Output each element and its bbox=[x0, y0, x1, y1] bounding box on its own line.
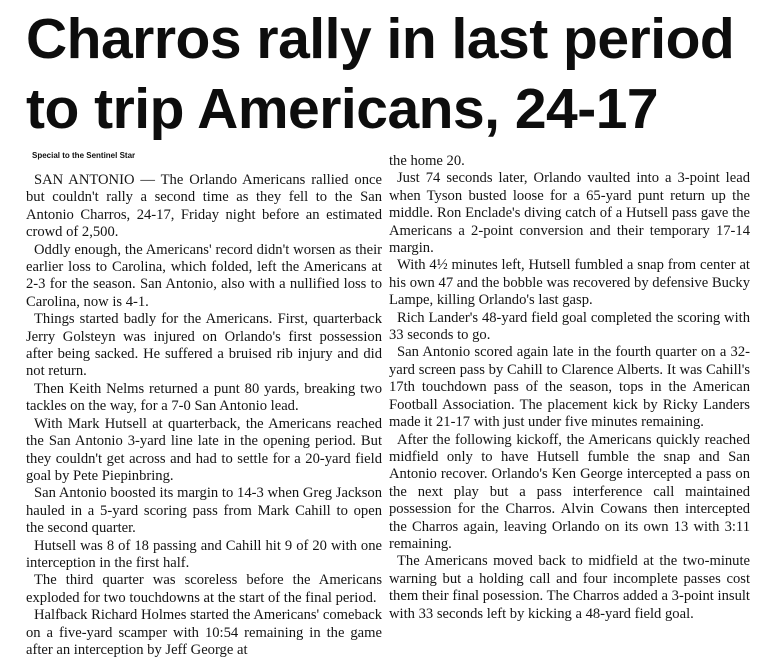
paragraph-continued: the home 20. bbox=[389, 153, 465, 169]
paragraph-text: The Orlando Americans rallied once but couldn't rally a second time as they fell to the San Antonio Charros, 24-17, Friday night before an estimated crowd of 2,500. bbox=[26, 172, 382, 241]
headline-line-2: to trip Americans, 24-17 bbox=[26, 77, 659, 141]
paragraph: Rich Lander's 48-yard field goal completed the scoring with 33 seconds to go. bbox=[389, 309, 750, 344]
paragraph: Just 74 seconds later, Orlando vaulted into a 3-point lead when Tyson busted loose for a 65-yard punt return up the middle. Ron Enclade's diving catch of a Hutsell pass gave the Americans a 2-point conversion and their temporary 17-14 margin. bbox=[389, 170, 750, 257]
paragraph: Hutsell was 8 of 18 passing and Cahill hit 9 of 20 with one interception in the first half. bbox=[26, 537, 382, 571]
paragraph: San Antonio scored again late in the fourth quarter on a 32-yard screen pass by Cahill to Clarence Alberts. It was Cahill's 17th touchdown pass of the season, tops in the American Football Association. The placement kick by Ricky Landers made it 21-17 with just under five minutes remaining. bbox=[389, 344, 750, 431]
headline-line-1: Charros rally in last period bbox=[26, 7, 735, 71]
article-column-left bbox=[26, 172, 382, 659]
paragraph: Halfback Richard Holmes started the Americans' comeback on a five-yard scamper with 10:54 remaining in the game after an interception by Jeff George at bbox=[26, 607, 382, 658]
paragraph: Then Keith Nelms returned a punt 80 yards, breaking two tackles on the way, for a 7-0 San Antonio lead. bbox=[26, 380, 382, 415]
byline: Special to the Sentinel Star bbox=[32, 151, 136, 160]
paragraph: Things started badly for the Americans. First, quarterback Jerry Golsteyn was injured on Orlando's first possession after being sacked. He suffered a bruised rib injury and did not return. bbox=[26, 311, 382, 380]
paragraph: Oddly enough, the Americans' record didn't worsen as their earlier loss to Carolina, which folded, left the Americans at 2-3 for the season. San Antonio, also with a nullified loss to Carolina, now is 4-1. bbox=[26, 241, 382, 310]
dateline: SAN ANTONIO — bbox=[34, 172, 155, 188]
paragraph: After the following kickoff, the Americans quickly reached midfield only to have Hutsell fumble the snap and San Antonio recover. Orlando's Ken George intercepted a pass on the next play but a pass interference call maintained possession for the Charros. Alvin Cowans then intercepted the Charros again, leaving Orlando on its own 13 with 3:11 remaining. bbox=[389, 431, 750, 552]
paragraph: With 4½ minutes left, Hutsell fumbled a snap from center at his own 47 and the bobble was recovered by defensive Bucky Lampe, killing Orlando's last gasp. bbox=[389, 257, 750, 309]
paragraph: San Antonio boosted its margin to 14-3 when Greg Jackson hauled in a 5-yard scoring pass from Mark Cahill to open the second quarter. bbox=[26, 485, 382, 537]
article-column-right bbox=[389, 153, 750, 623]
headline bbox=[26, 4, 746, 144]
paragraph: The Americans moved back to midfield at the two-minute warning but a holding call and four incomplete passes cost them their final posession. The Charros added a 3-point insult with 33 seconds left by kicking a 48-yard field goal. bbox=[389, 553, 750, 622]
paragraph: The third quarter was scoreless before the Americans exploded for two touchdowns at the start of the final period. bbox=[26, 572, 382, 606]
paragraph: With Mark Hutsell at quarterback, the Americans reached the San Antonio 3-yard line late in the opening period. But they couldn't get across and had to settle for a 20-yard field goal by Pete Piepinbring. bbox=[26, 415, 382, 484]
paragraph bbox=[26, 172, 382, 242]
